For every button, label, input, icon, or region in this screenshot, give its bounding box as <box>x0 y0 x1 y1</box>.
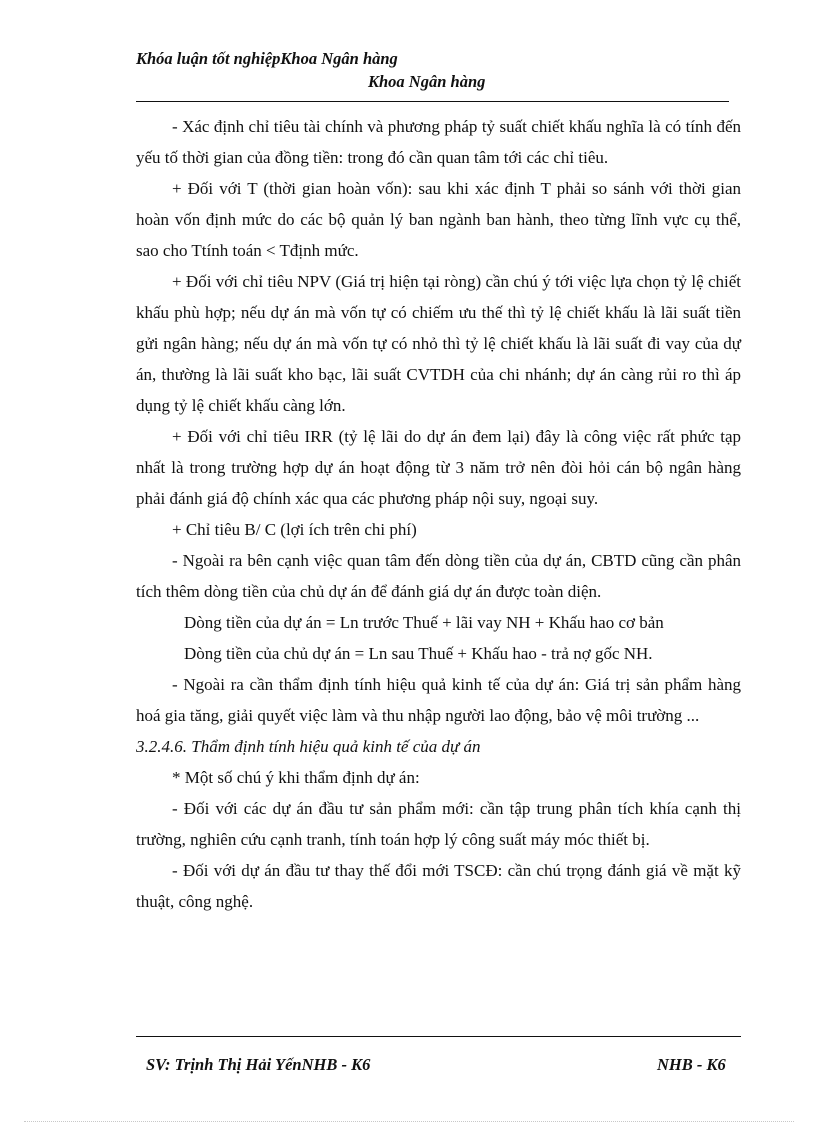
paragraph-fixed-assets: - Đối với dự án đầu tư thay thế đổi mới TSCĐ: cần chú trọng đánh giá về mặt kỹ thuật, công nghệ. <box>136 861 741 911</box>
paragraph-irr: + Đối với chỉ tiêu IRR (tỷ lệ lãi do dự án đem lại) đây là công việc rất phức tạp nhất là trong trường hợp dự án hoạt động từ 3 năm trở nên đòi hỏi cán bộ ngân hàng phải đánh giá độ chính xác qua các phương pháp nội suy, ngoại suy. <box>136 427 741 508</box>
footer-divider <box>136 1036 741 1037</box>
formula-owner-cash-flow: Dòng tiền của chủ dự án = Ln sau Thuế + Khấu hao - trả nợ gốc NH. <box>184 644 653 663</box>
header-subtitle: Khoa Ngân hàng <box>368 72 486 91</box>
page-boundary <box>24 1121 794 1122</box>
paragraph-notes-intro: * Một số chú ý khi thẩm định dự án: <box>172 768 420 787</box>
paragraph-financial-criteria: - Xác định chỉ tiêu tài chính và phương pháp tỷ suất chiết khấu nghĩa là có tính đến yếu tố thời gian của đồng tiền: trong đó cần quan tâm tới các chỉ tiêu. <box>136 117 741 167</box>
section-heading: 3.2.4.6. Thẩm định tính hiệu quả kinh tế của dự án <box>136 737 481 756</box>
paragraph-bc-ratio: + Chỉ tiêu B/ C (lợi ích trên chi phí) <box>172 520 417 539</box>
paragraph-cash-flow: - Ngoài ra bên cạnh việc quan tâm đến dòng tiền của dự án, CBTD cũng cần phân tích thêm dòng tiền của chủ dự án để đánh giá dự án được toàn diện. <box>136 551 741 601</box>
header-title: Khóa luận tốt nghiệpKhoa Ngân hàng <box>136 49 398 68</box>
formula-project-cash-flow: Dòng tiền của dự án = Ln trước Thuế + lãi vay NH + Khấu hao cơ bản <box>184 613 664 632</box>
paragraph-new-product: - Đối với các dự án đầu tư sản phẩm mới: cần tập trung phân tích khía cạnh thị trường, nghiên cứu cạnh tranh, tính toán hợp lý công suất máy móc thiết bị. <box>136 799 741 849</box>
paragraph-npv: + Đối với chỉ tiêu NPV (Giá trị hiện tại ròng) cần chú ý tới việc lựa chọn tỷ lệ chiết khấu phù hợp; nếu dự án mà vốn tự có chiếm ưu thế thì tỷ lệ chiết khấu là lãi suất tiền gửi ngân hàng; nếu dự án mà vốn tự có nhỏ thì tỷ lệ chiết khấu là lãi suất đi vay của dự án, thường là lãi suất kho bạc, lãi suất CVTDH của chi nhánh; dự án càng rủi ro thì áp dụng tỷ lệ chiết khấu càng lớn. <box>136 272 741 415</box>
footer-class-code: NHB - K6 <box>657 1055 726 1074</box>
paragraph-economic-efficiency: - Ngoài ra cần thẩm định tính hiệu quả kinh tế của dự án: Giá trị sản phẩm hàng hoá gia tăng, giải quyết việc làm và thu nhập người lao động, bảo vệ môi trường ... <box>136 675 741 725</box>
paragraph-payback-period: + Đối với T (thời gian hoàn vốn): sau khi xác định T phải so sánh với thời gian hoàn vốn định mức do các bộ quản lý ban ngành ban hành, theo từng lĩnh vực cụ thể, sao cho Ttính toán < Tđịnh mức. <box>136 179 741 260</box>
footer-student: SV: Trịnh Thị Hải YếnNHB - K6 <box>146 1055 371 1074</box>
document-body <box>136 111 741 917</box>
header-divider <box>136 101 729 102</box>
